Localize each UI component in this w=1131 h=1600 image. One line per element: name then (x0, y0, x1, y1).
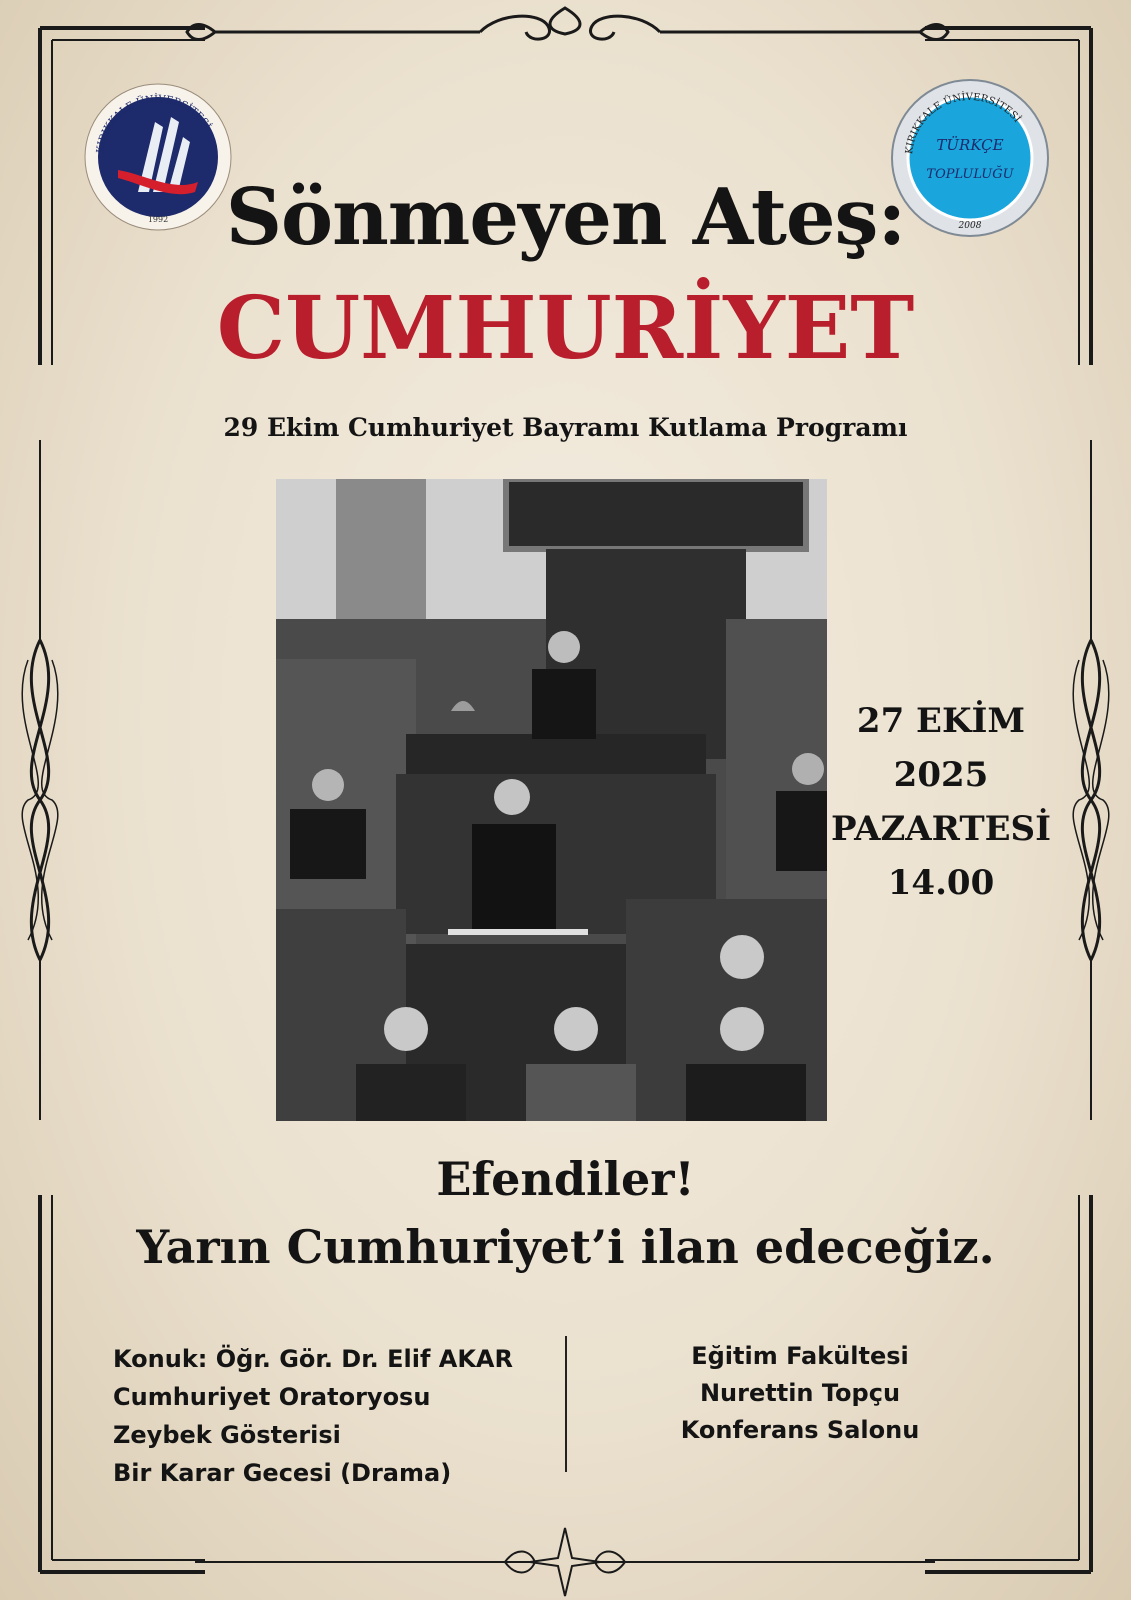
event-date (830, 694, 1052, 910)
logo-right-year: 2008 (958, 221, 982, 231)
quote-line-2: Yarın Cumhuriyet’i ilan edeceğiz. (136, 1220, 995, 1274)
event-weekday: PAZARTESİ (830, 809, 1051, 849)
event-time: 14.00 (887, 863, 995, 903)
program-item: Cumhuriyet Oratoryosu (113, 1383, 431, 1411)
logo-left-arc-text: KIRIKKALE ÜNİVERSİTESİ (95, 93, 213, 154)
poster-title-highlight: CUMHURİYET (216, 278, 915, 379)
program-item: Bir Karar Gecesi (Drama) (113, 1459, 452, 1487)
event-day: 27 EKİM (856, 701, 1026, 741)
program-item: Konuk: Öğr. Gör. Dr. Elif AKAR (113, 1345, 513, 1373)
logo-right-line2: TOPLULUĞU (926, 167, 1014, 182)
venue-line: Konferans Salonu (680, 1416, 920, 1444)
venue-info (600, 1338, 1000, 1449)
logo-right-line1: TÜRKÇE (936, 136, 1004, 154)
poster-subtitle: 29 Ekim Cumhuriyet Bayramı Kutlama Programı (223, 413, 908, 442)
logo-right-arc-text: KIRIKKALE ÜNİVERSİTESİ (904, 91, 1023, 155)
event-year: 2025 (893, 755, 989, 795)
program-list (113, 1340, 513, 1492)
venue-line: Eğitim Fakültesi (691, 1342, 909, 1370)
program-item: Zeybek Gösterisi (113, 1421, 341, 1449)
quote-line-1: Efendiler! (436, 1152, 695, 1206)
column-divider (565, 1336, 567, 1472)
venue-line: Nurettin Topçu (699, 1379, 901, 1407)
poster-title: Sönmeyen Ateş: (225, 172, 906, 263)
svg-text:1992: 1992 (147, 215, 169, 224)
historic-photo (276, 479, 827, 1121)
